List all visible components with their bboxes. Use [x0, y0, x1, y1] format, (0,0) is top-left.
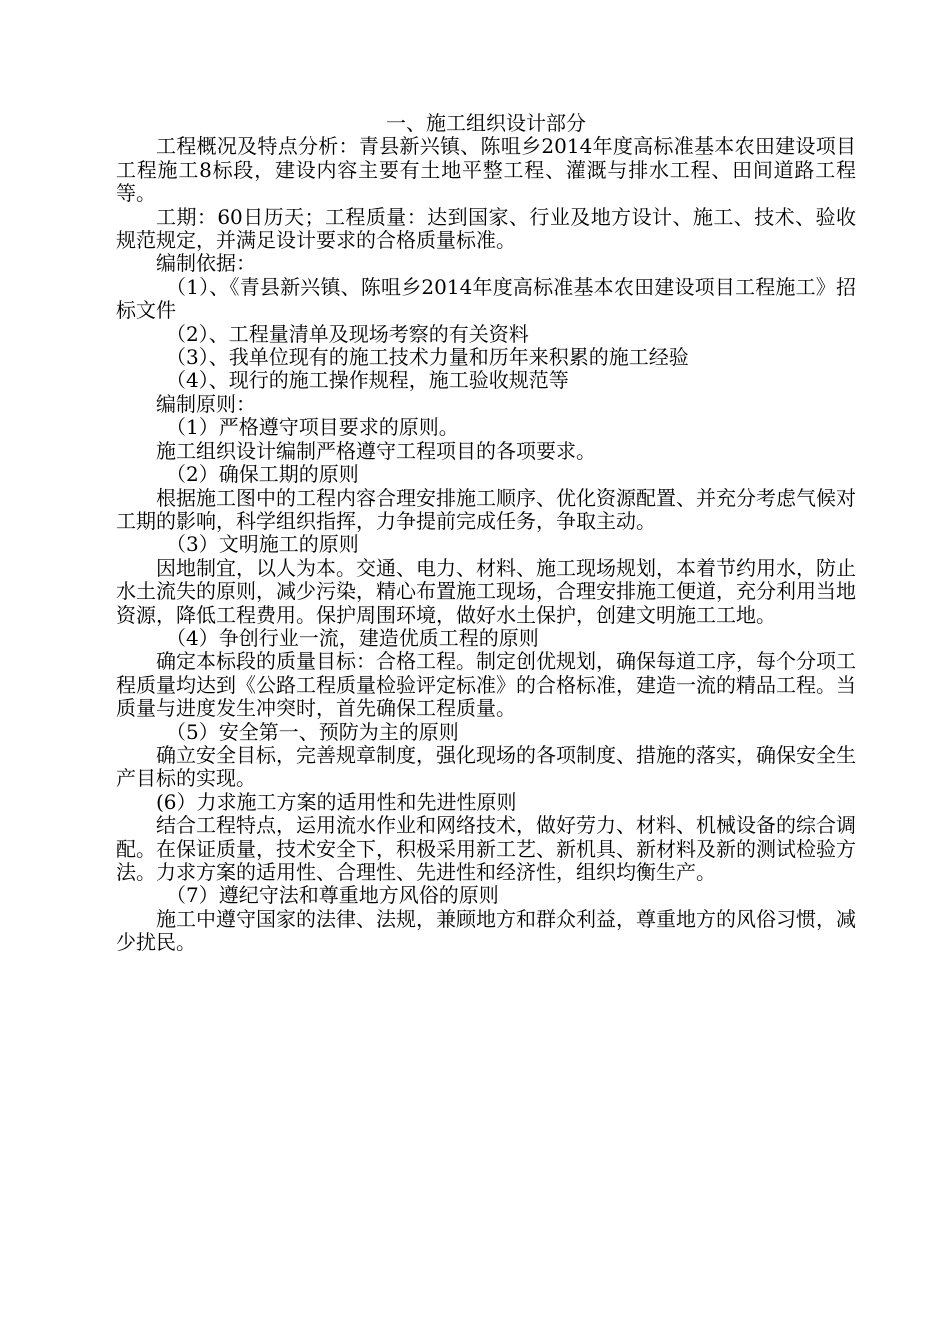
basis-item-2: （2）、工程量清单及现场考察的有关资料 — [166, 321, 529, 346]
basis-item-3: （3）、我单位现有的施工技术力量和历年来积累的施工经验 — [166, 345, 689, 370]
document-title: 一、施工组织设计部分 — [386, 111, 586, 135]
heading-basis: 编制依据： — [156, 251, 256, 276]
paragraph-schedule: 工期：60日历天；工程质量：达到国家、行业及地方设计、施工、技术、验收规范规定，并满足设计要求的合格质量标准。 — [116, 204, 856, 253]
principle-4-text: 确定本标段的质量目标：合格工程。制定创优规划，确保每道工序，每个分项工程质量均达到《公路工程质量检验评定标准》的合格标准，建造一流的精品工程。当质量与进度发生冲突时，首先确保工程质量。 — [116, 649, 856, 721]
principle-4-heading: （4）争创行业一流，建造优质工程的原则 — [166, 625, 539, 650]
principle-7-text: 施工中遵守国家的法律、法规，兼顾地方和群众利益，尊重地方的风俗习惯，减少扰民。 — [116, 906, 856, 955]
principle-2-heading: （2）确保工期的原则 — [166, 462, 359, 487]
principle-2-text: 根据施工图中的工程内容合理安排施工顺序、优化资源配置、并充分考虑气候对工期的影响，科学组织指挥，力争提前完成任务，争取主动。 — [116, 485, 856, 533]
document-body — [116, 135, 856, 954]
principle-5-heading: （5）安全第一、预防为主的原则 — [166, 719, 459, 744]
document-page — [116, 112, 856, 955]
principle-3-heading: （3）文明施工的原则 — [166, 532, 359, 557]
basis-item-4: （4）、现行的施工操作规程，施工验收规范等 — [166, 368, 569, 393]
principle-6-text: 结合工程特点，运用流水作业和网络技术，做好劳力、材料、机械设备的综合调配。在保证质量，技术安全下，积极采用新工艺、新机具、新材料及新的测试检验方法。力求方案的适用性、合理性、先进性和经济性，组织均衡生产。 — [116, 813, 856, 884]
heading-principles: 编制原则： — [156, 391, 256, 416]
principle-5-text: 确立安全目标，完善规章制度，强化现场的各项制度、措施的落实，确保安全生产目标的实现。 — [116, 742, 856, 791]
paragraph-overview: 工程概况及特点分析：青县新兴镇、陈咀乡2014年度高标准基本农田建设项目工程施工8标段，建设内容主要有土地平整工程、灌溉与排水工程、田间道路工程等。 — [116, 134, 856, 206]
principle-1-text: 施工组织设计编制严格遵守工程项目的各项要求。 — [156, 438, 596, 463]
principle-7-heading: （7）遵纪守法和尊重地方风俗的原则 — [166, 883, 499, 908]
principle-6-heading: (6）力求施工方案的适用性和先进性原则 — [156, 789, 517, 814]
principle-3-text: 因地制宜，以人为本。交通、电力、材料、施工现场规划，本着节约用水，防止水土流失的原则，减少污染，精心布置施工现场，合理安排施工便道，充分利用当地资源，降低工程费用。保护周围环境，做好水土保护，创建文明施工工地。 — [116, 555, 856, 627]
principle-1-heading: （1）严格遵守项目要求的原则。 — [166, 415, 459, 440]
basis-item-1: （1）、《青县新兴镇、陈咀乡2014年度高标准基本农田建设项目工程施工》招标文件 — [116, 274, 856, 323]
